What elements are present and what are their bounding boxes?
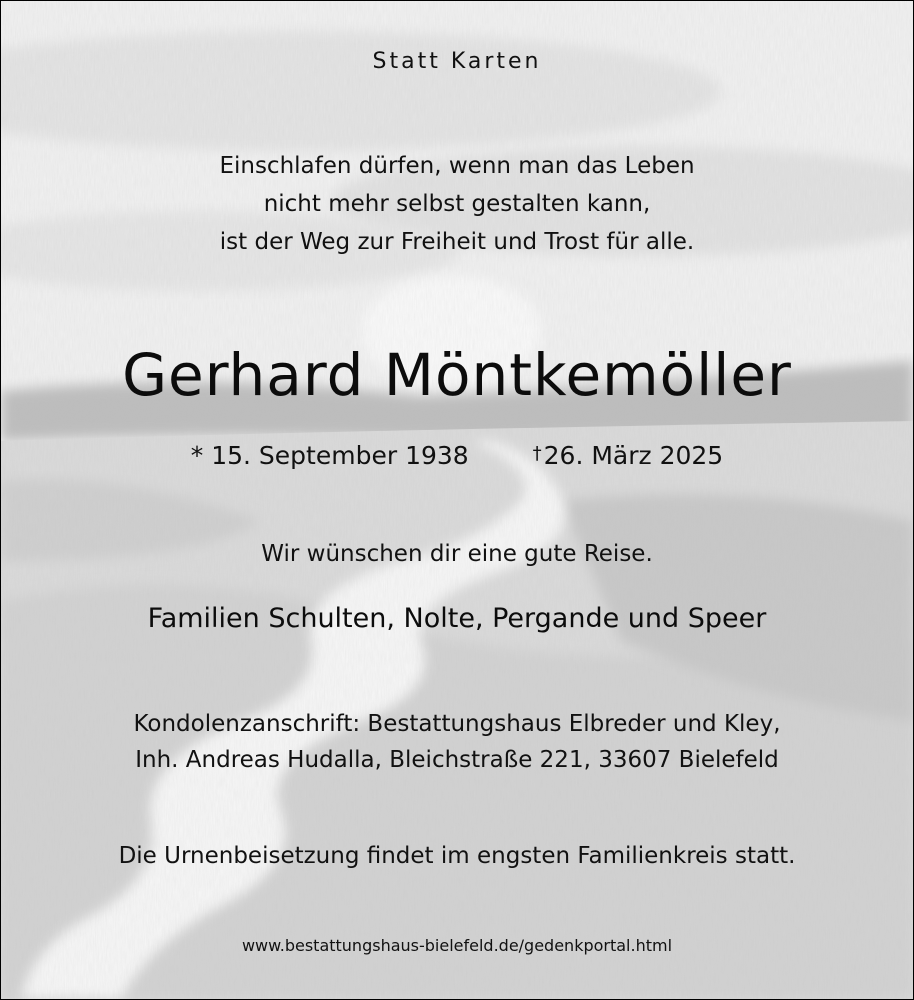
family-names: Familien Schulten, Nolte, Pergande und Speer — [147, 603, 767, 634]
death-date-group — [533, 441, 724, 470]
condolence-address — [1, 706, 913, 778]
poem-line: Einschlafen dürfen, wenn man das Leben — [219, 153, 695, 179]
poem-line: nicht mehr selbst gestalten kann, — [263, 191, 651, 217]
farewell-wish: Wir wünschen dir eine gute Reise. — [261, 541, 653, 567]
life-dates — [1, 441, 913, 470]
poem — [1, 147, 913, 261]
birth-date: * 15. September 1938 — [190, 441, 469, 470]
website-link[interactable]: www.bestattungshaus-bielefeld.de/gedenkportal.html — [241, 936, 673, 955]
death-date: 26. März 2025 — [543, 441, 724, 470]
deceased-name: Gerhard Möntkemöller — [122, 341, 792, 409]
cross-icon: † — [532, 443, 542, 464]
address-line: Inh. Andreas Hudalla, Bleichstraße 221, 33607 Bielefeld — [135, 747, 779, 773]
burial-note: Die Urnenbeisetzung findet im engsten Familienkreis statt. — [118, 843, 796, 869]
header-label: Statt Karten — [372, 49, 542, 74]
address-line: Kondolenzanschrift: Bestattungshaus Elbreder und Kley, — [133, 711, 781, 737]
poem-line: ist der Weg zur Freiheit und Trost für alle. — [219, 229, 695, 255]
